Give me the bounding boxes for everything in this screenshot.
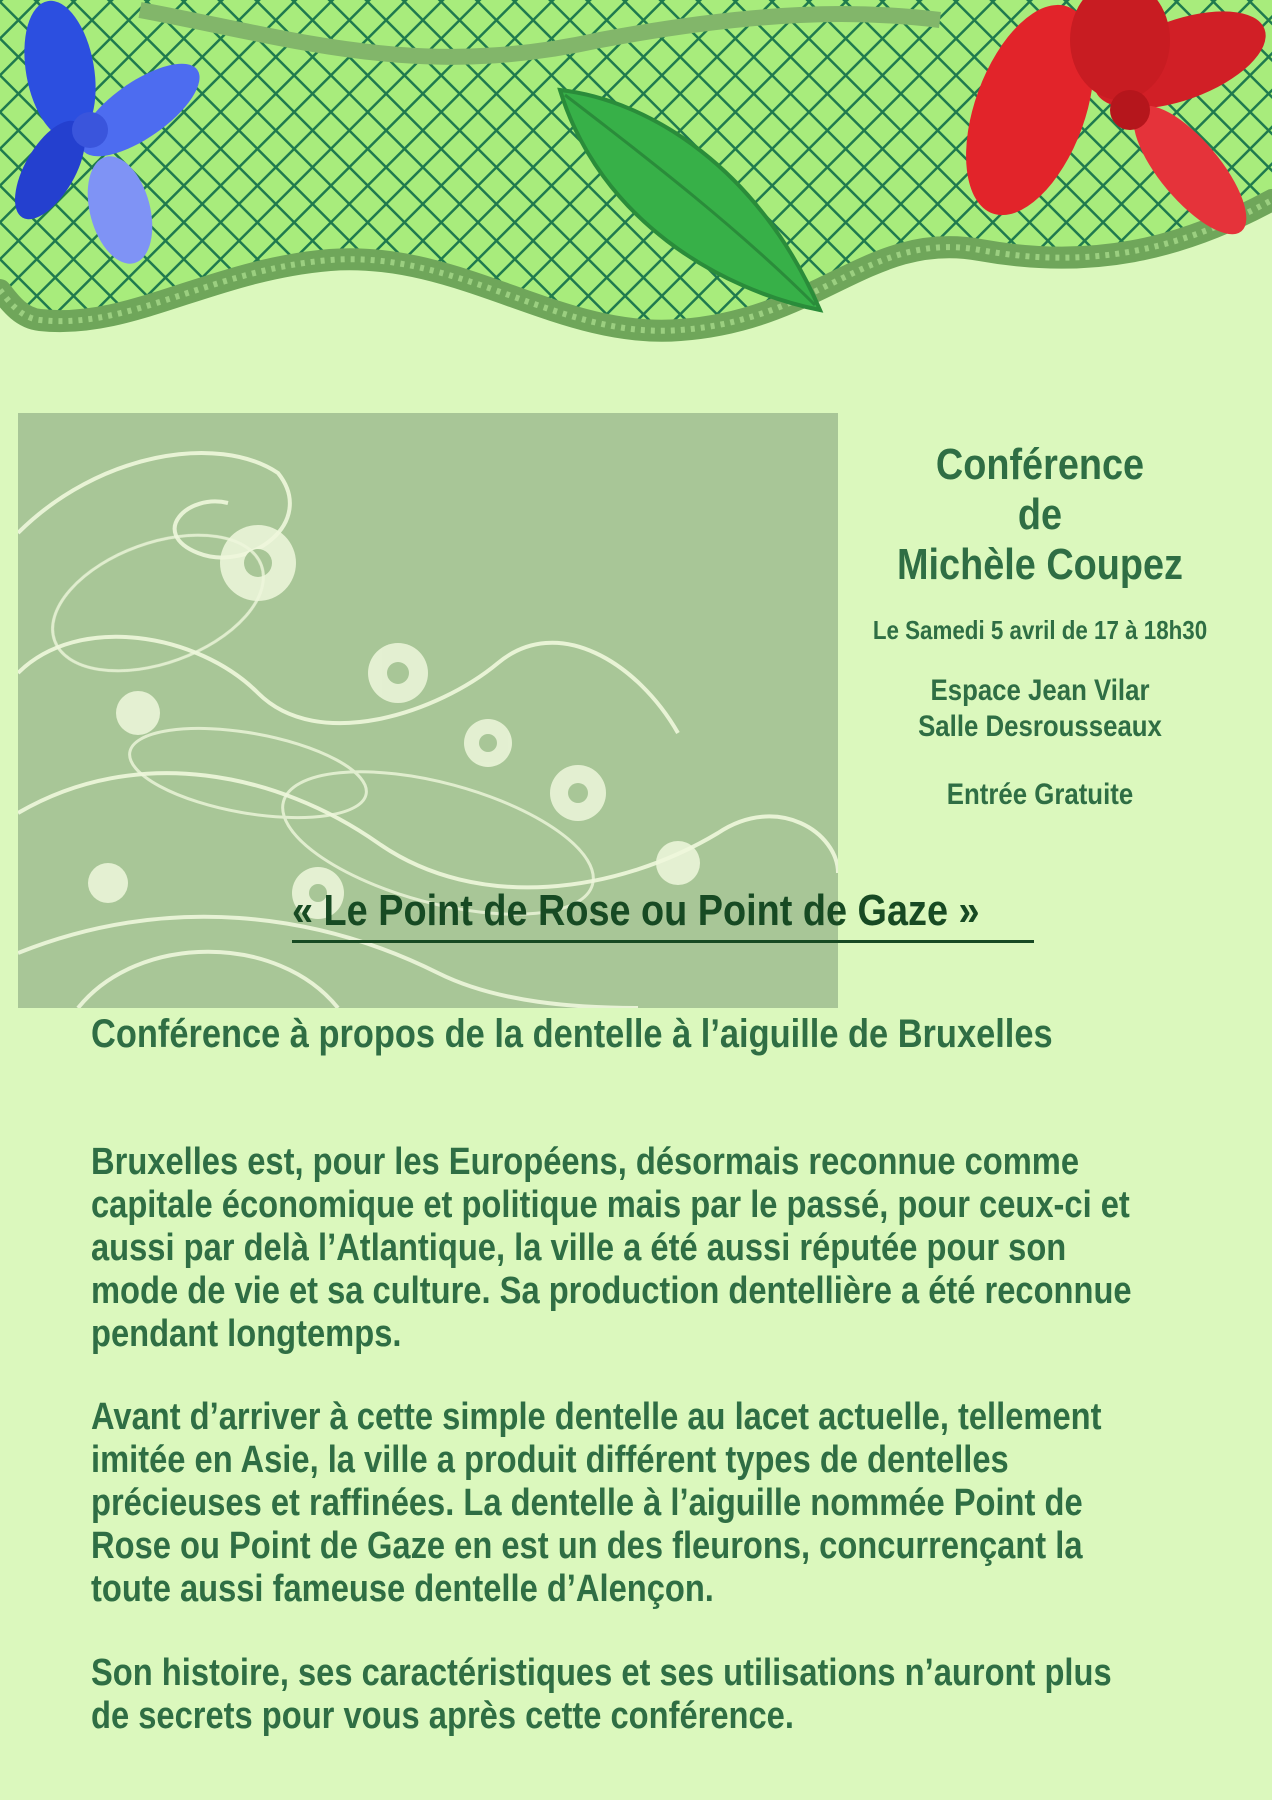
paragraph-line: Bruxelles est, pour les Européens, désormais reconnue comme [91,1141,1080,1183]
subtitle: Conférence à propos de la dentelle à l’aiguille de Bruxelles [91,1012,1053,1056]
paragraph [91,1652,1112,1738]
paragraph [91,1396,1101,1611]
paragraph-line: imitée en Asie, la ville a produit différent types de dentelles [91,1439,1009,1481]
lecture-title: « Le Point de Rose ou Point de Gaze » [292,886,980,935]
event-info [868,440,1212,590]
conference-title-line: de [1017,490,1063,539]
venue-line: Espace Jean Vilar [930,674,1150,707]
paragraph-line: Son histoire, ses caractéristiques et ses utilisations n’auront plus [91,1652,1112,1694]
paragraph-line: capitale économique et politique mais par le passé, pour ceux-ci et [91,1184,1130,1226]
embroidered-lace-banner [0,0,1272,390]
conference-title-line: Conférence [935,440,1145,489]
event-date: Le Samedi 5 avril de 17 à 18h30 [872,615,1208,645]
paragraph-line: Avant d’arriver à cette simple dentelle au lacet actuelle, tellement [91,1396,1102,1438]
paragraph-line: précieuses et raffinées. La dentelle à l’aiguille nommée Point de [91,1482,1083,1524]
venue-line: Salle Desrousseaux [918,710,1162,743]
title-underline [292,940,1034,943]
paragraph-line: mode de vie et sa culture. Sa production dentellière a été reconnue [91,1270,1132,1312]
entry-fee: Entrée Gratuite [946,778,1134,811]
paragraph-line: de secrets pour vous après cette conférence. [91,1695,794,1737]
paragraph [91,1141,1132,1356]
paragraph-line: Rose ou Point de Gaze en est un des fleurons, concurrençant la [91,1525,1083,1567]
paragraph-line: toute aussi fameuse dentelle d’Alençon. [91,1568,714,1610]
paragraph-line: aussi par delà l’Atlantique, la ville a été aussi réputée pour son [91,1227,1067,1269]
event-venue [868,673,1212,745]
paragraph-line: pendant longtemps. [91,1313,402,1355]
speaker-name: Michèle Coupez [897,540,1183,589]
